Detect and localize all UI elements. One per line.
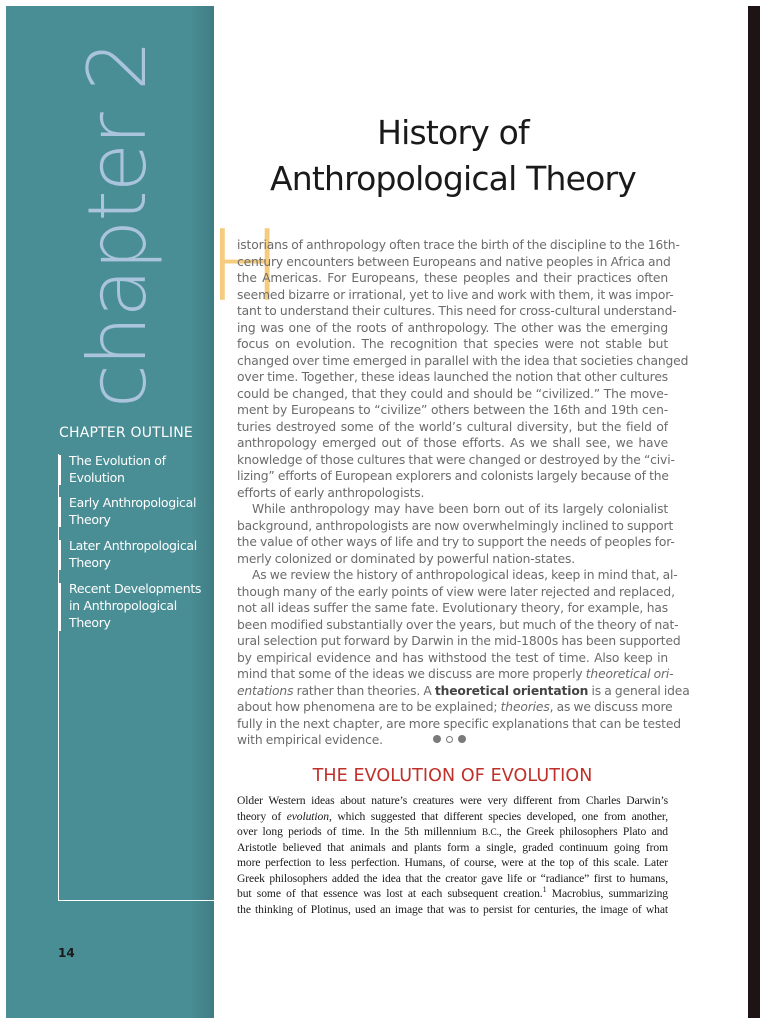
body-line: over time. Together, these ideas launched the notion that other cultures <box>237 370 668 384</box>
body-line: lizing” efforts of European explorers and colonists largely because of the <box>237 469 669 483</box>
section-divider-dots <box>433 735 466 743</box>
body-line: though many of the early points of view were later rejected and replaced, <box>237 584 675 599</box>
outline-item-early-theory[interactable]: Early Anthropological Theory <box>69 495 197 527</box>
outline-tick <box>58 455 61 485</box>
page-edge-strip <box>748 6 760 1018</box>
outline-item-later-theory[interactable]: Later Anthropological Theory <box>69 538 197 570</box>
serif-line: theory of evolution, which suggested that different species developed, one from another, <box>237 809 668 823</box>
page-title-line2: Anthropological Theory <box>269 159 637 198</box>
drop-cap: H <box>208 210 282 324</box>
serif-line: the thinking of Plotinus, used an image that was to persist for centuries, the image of what <box>237 902 668 916</box>
body-line: mind that some of the ideas we discuss are more properly theoretical ori- <box>237 667 674 681</box>
body-line: merly colonized or dominated by powerful nation-states. <box>237 551 575 566</box>
body-line: the value of other ways of life and try to support the needs of peoples for- <box>237 535 675 549</box>
section-heading: THE EVOLUTION OF EVOLUTION <box>312 766 593 786</box>
body-line: istorians of anthropology often trace the birth of the discipline to the 16th- <box>237 238 680 252</box>
footnote-marker: 1 <box>542 885 547 895</box>
outline-bottom-rule <box>58 900 214 901</box>
serif-line: Older Western ideas about nature’s creatures were very different from Charles Darwin’s <box>237 794 668 807</box>
body-line: by empirical evidence and has withstood the test of time. Also keep in <box>237 650 668 665</box>
outline-tick <box>58 540 61 570</box>
chapter-outline-heading: CHAPTER OUTLINE <box>59 425 193 441</box>
body-line: fully in the next chapter, are more specific explanations that can be tested <box>237 716 681 731</box>
outline-tick <box>58 583 61 631</box>
body-line: As we review the history of anthropological ideas, keep in mind that, al- <box>252 568 678 582</box>
chapter-number-label: chapter 2 <box>71 41 165 409</box>
body-line: seemed bizarre or irrational, yet to live and work with them, it was impor- <box>237 287 674 302</box>
body-line: been modified substantially over the years, but much of the theory of nat- <box>237 617 679 632</box>
outline-item-evolution[interactable]: The Evolution of Evolution <box>69 453 166 485</box>
page-number: 14 <box>58 946 75 960</box>
key-term: theoretical orientation <box>434 683 589 698</box>
serif-line: Aristotle believed that animals and plants form a single, graded continuum going from <box>237 840 668 854</box>
divider-dot <box>433 735 441 743</box>
serif-line: but some of that essence was lost at each subsequent creation.$^1$ Macrobius, summarizing <box>237 885 669 900</box>
body-line: ural selection put forward by Darwin in the mid-1800s has been supported <box>237 634 681 648</box>
body-line: the Americas. For Europeans, these peoples and their practices often <box>237 271 668 285</box>
body-line: turies destroyed some of the world’s cultural diversity, but the field of <box>237 419 668 434</box>
body-line: about how phenomena are to be explained; theories, as we discuss more <box>237 700 673 714</box>
body-line: ing was one of the roots of anthropology. The other was the emerging <box>237 320 668 335</box>
body-line: could be changed, that they could and should be “civilized.” The move- <box>237 386 668 401</box>
body-line: century encounters between Europeans and native peoples in Africa and <box>237 254 671 269</box>
divider-dot <box>458 735 466 743</box>
body-line: changed over time emerged in parallel with the idea that societies changed <box>237 353 689 368</box>
serif-line: Greek philosophers added the idea that the creator gave life or “radiance” first to humans, <box>237 871 668 885</box>
body-line: entations rather than theories. A theoretical orientation is a general idea <box>237 683 690 698</box>
outline-tick <box>58 497 61 527</box>
divider-dot <box>446 736 453 743</box>
body-line: not all ideas suffer the same fate. Evolutionary theory, for example, has <box>237 601 668 615</box>
body-line: focus on evolution. The recognition that species were not stable but <box>237 337 668 351</box>
body-line: While anthropology may have been born out of its largely colonialist <box>252 502 668 516</box>
serif-line: over long periods of time. In the 5th millennium B.C., the Greek philosophers Plato and <box>237 825 668 838</box>
body-line: background, anthropologists are now overwhelmingly inclined to support <box>237 518 674 533</box>
body-line: tant to understand their cultures. This need for cross-cultural understand- <box>237 304 677 318</box>
body-line: ment by Europeans to “civilize” others between the 16th and 19th cen- <box>237 403 668 417</box>
body-line: anthropology emerged out of those efforts. As we shall see, we have <box>237 436 668 450</box>
body-line: with empirical evidence. <box>237 733 383 747</box>
body-line: knowledge of those cultures that were changed or destroyed by the “civi- <box>237 452 675 467</box>
body-line: efforts of early anthropologists. <box>237 485 425 500</box>
page-title-line1: History of <box>377 113 529 152</box>
outline-item-recent-developments[interactable]: Recent Developments in Anthropological Theory <box>69 581 202 630</box>
serif-line: more perfection to less perfection. Humans, of course, were at the top of this scale. Later <box>237 856 668 869</box>
